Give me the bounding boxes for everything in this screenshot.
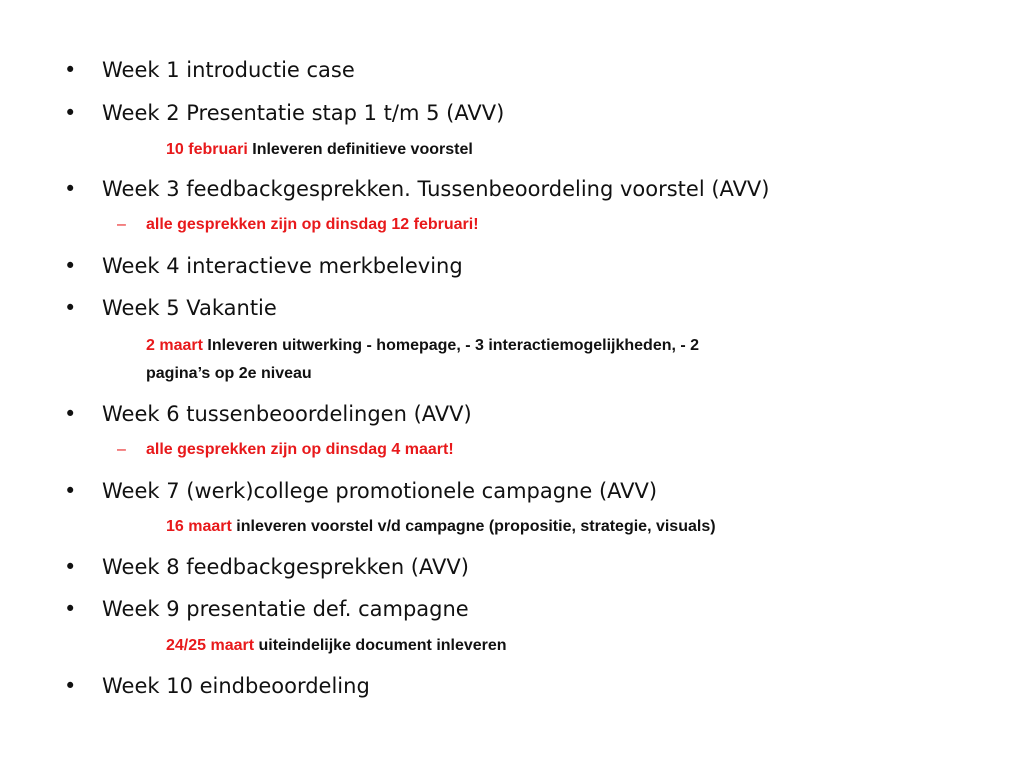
- week-label: Week 1 introductie case: [102, 58, 355, 82]
- deadline-date: 24/25 maart: [166, 637, 255, 654]
- week-label: Week 6 tussenbeoordelingen (AVV): [102, 402, 472, 426]
- bullet-icon: •: [64, 479, 77, 503]
- sub-item-text: alle gesprekken zijn op dinsdag 4 maart!: [146, 441, 454, 458]
- bullet-icon: •: [64, 597, 77, 621]
- deadline-text: uiteindelijke document inleveren: [254, 637, 507, 654]
- deadline-note-week-5: [146, 335, 699, 357]
- bullet-icon: •: [64, 555, 77, 579]
- deadline-text: inleveren voorstel v/d campagne (propositie, strategie, visuals): [231, 518, 716, 535]
- deadline-note-week-5-continued: [146, 363, 312, 385]
- week-label: Week 8 feedbackgesprekken (AVV): [102, 555, 469, 579]
- dash-icon: –: [117, 216, 126, 233]
- week-label: Week 2 Presentatie stap 1 t/m 5 (AVV): [102, 101, 505, 125]
- bullet-icon: •: [64, 254, 77, 278]
- week-label: Week 7 (werk)college promotionele campagne (AVV): [102, 479, 658, 503]
- week-label: Week 10 eindbeoordeling: [102, 674, 370, 698]
- deadline-date: 16 maart: [166, 518, 232, 535]
- week-label: Week 3 feedbackgesprekken. Tussenbeoordeling voorstel (AVV): [102, 177, 770, 201]
- bullet-icon: •: [64, 296, 77, 320]
- deadline-date: 10 februari: [166, 141, 248, 158]
- week-label: Week 5 Vakantie: [102, 296, 277, 320]
- deadline-text: Inleveren uitwerking - homepage, - 3 interactiemogelijkheden, - 2: [202, 337, 700, 354]
- bullet-icon: •: [64, 101, 77, 125]
- bullet-icon: •: [64, 177, 77, 201]
- deadline-note-week-7: [166, 516, 716, 538]
- bullet-icon: •: [64, 674, 77, 698]
- bullet-icon: •: [64, 58, 77, 82]
- sub-item-text: alle gesprekken zijn op dinsdag 12 februari!: [146, 216, 479, 233]
- deadline-note-week-2: [166, 139, 473, 161]
- deadline-note-week-9: [166, 635, 507, 657]
- deadline-text: pagina’s op 2e niveau: [146, 365, 312, 382]
- dash-icon: –: [117, 441, 126, 458]
- deadline-date: 2 maart: [146, 337, 203, 354]
- deadline-text: Inleveren definitieve voorstel: [247, 141, 473, 158]
- bullet-icon: •: [64, 402, 77, 426]
- week-label: Week 4 interactieve merkbeleving: [102, 254, 463, 278]
- week-label: Week 9 presentatie def. campagne: [102, 597, 469, 621]
